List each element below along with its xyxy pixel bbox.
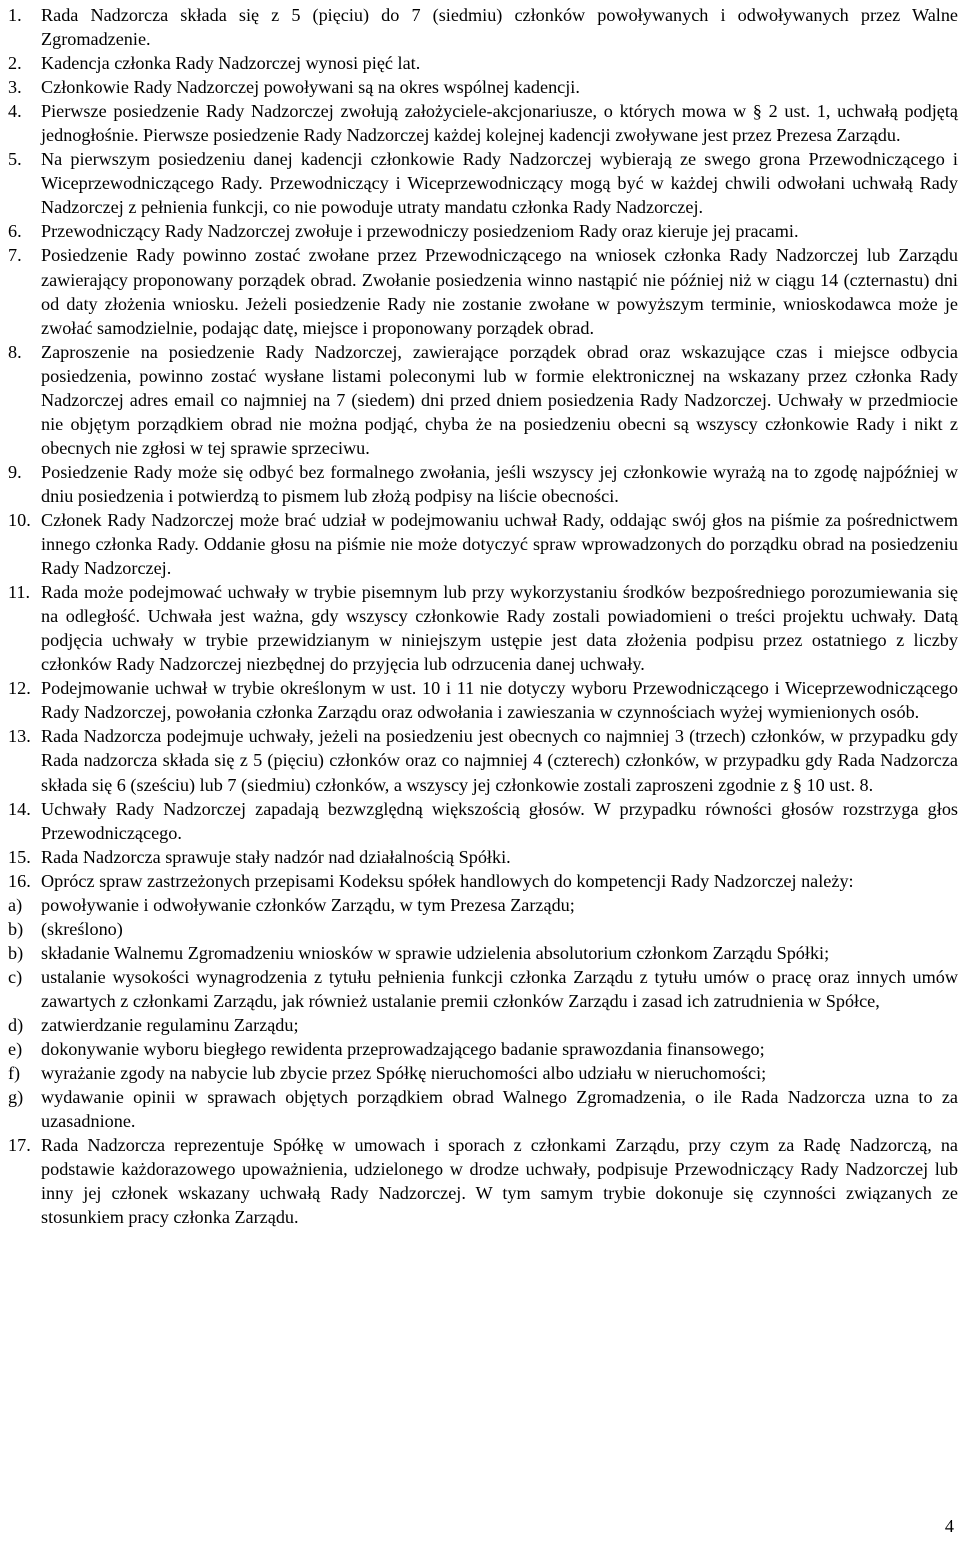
paragraph-text: Rada Nadzorcza reprezentuje Spółkę w umowach i sporach z członkami Zarządu, przy czym za Radę Nadzorczą, na podstawie każdorazowego upoważnienia, udzielonego w drodze uchwały, podpisuje Przewodniczący Rady Nadzorczej lub inny jej członek wskazany uchwałą Rady Nadzorczej. W tym samym trybie dokonuje się czynności związanych ze stosunkiem pracy członka Zarządu. <box>41 1135 958 1228</box>
paragraph-7 <box>8 243 958 339</box>
paragraph-text: Podejmowanie uchwał w trybie określonym w ust. 10 i 11 nie dotyczy wyboru Przewodniczącego i Wiceprzewodniczącego Rady Nadzorczej, powołania członka Zarządu oraz odwołania i zawieszania w czynnościach wyżej wymienionych osób. <box>41 678 958 723</box>
paragraph-14 <box>8 797 958 845</box>
paragraph-15 <box>8 845 958 869</box>
sub-item-e <box>8 1037 958 1061</box>
sub-item-letter: a) <box>8 894 23 915</box>
sub-item-text: dokonywanie wyboru biegłego rewidenta przeprowadzającego badanie sprawozdania finansowego; <box>41 1039 765 1060</box>
paragraph-number: 9. <box>8 461 22 482</box>
paragraph-list <box>8 3 958 1229</box>
paragraph-text: Pierwsze posiedzenie Rady Nadzorczej zwołują założyciele-akcjonariusze, o których mowa w § 2 ust. 1, uchwałą podjętą jednogłośnie. Pierwsze posiedzenie Rady Nadzorczej każdej kolejnej kadencji zwoływane jest przez Prezesa Zarządu. <box>41 101 958 146</box>
paragraph-text: Rada Nadzorcza składa się z 5 (pięciu) do 7 (siedmiu) członków powoływanych i odwoływanych przez Walne Zgromadzenie. <box>41 5 958 50</box>
paragraph-number: 15. <box>8 846 31 867</box>
paragraph-number: 6. <box>8 221 22 242</box>
paragraph-text: Rada Nadzorcza sprawuje stały nadzór nad działalnością Spółki. <box>41 846 511 867</box>
sub-item-letter: g) <box>8 1087 24 1108</box>
sub-item-text: powoływanie i odwoływanie członków Zarządu, w tym Prezesa Zarządu; <box>41 894 575 915</box>
paragraph-number: 5. <box>8 149 22 170</box>
sub-item-text: wydawanie opinii w sprawach objętych porządkiem obrad Walnego Zgromadzenia, o ile Rada Nadzorcza uzna to za uzasadnione. <box>41 1087 958 1132</box>
paragraph-number: 2. <box>8 53 22 74</box>
paragraph-11 <box>8 580 958 676</box>
sub-item-text: wyrażanie zgody na nabycie lub zbycie przez Spółkę nieruchomości albo udziału w nieruchomości; <box>41 1063 767 1084</box>
sub-item-letter: b) <box>8 942 24 963</box>
sub-item-letter: d) <box>8 1014 24 1035</box>
paragraph-text: Rada Nadzorcza podejmuje uchwały, jeżeli na posiedzeniu jest obecnych co najmniej 3 (trzech) członków, w przypadku gdy Rada nadzorcza składa się z 5 (pięciu) członków oraz co najmniej 4 (czterech) członków, w przypadku gdy Rada Nadzorcza składa się 6 (sześciu) lub 7 (siedmiu) członków, a wszyscy jej członkowie zostali zaproszeni zgodnie z § 10 ust. 8. <box>41 726 958 795</box>
paragraph-text: Oprócz spraw zastrzeżonych przepisami Kodeksu spółek handlowych do kompetencji Rady Nadzorczej należy: <box>41 870 854 891</box>
sub-item-text: zatwierdzanie regulaminu Zarządu; <box>41 1014 299 1035</box>
sub-item-letter: c) <box>8 966 23 987</box>
paragraph-text: Kadencja członka Rady Nadzorczej wynosi pięć lat. <box>41 53 421 74</box>
paragraph-13 <box>8 724 958 796</box>
sub-item-text: ustalanie wysokości wynagrodzenia z tytułu pełnienia funkcji członka Zarządu z tytułu umów o pracę oraz innych umów zawartych z członkami Zarządu, jak również ustalanie premii członków Zarządu i zasad ich zatrudnienia w Spółce, <box>41 966 958 1011</box>
paragraph-5 <box>8 147 958 219</box>
sub-item-c <box>8 965 958 1013</box>
sub-item-d <box>8 1013 958 1037</box>
sub-item-g <box>8 1085 958 1133</box>
paragraph-number: 14. <box>8 798 31 819</box>
paragraph-number: 7. <box>8 245 22 266</box>
paragraph-10 <box>8 508 958 580</box>
sub-item-b <box>8 941 958 965</box>
paragraph-9 <box>8 460 958 508</box>
sub-item-f <box>8 1061 958 1085</box>
paragraph-17 <box>8 1133 958 1229</box>
paragraph-text: Członek Rady Nadzorczej może brać udział w podejmowaniu uchwał Rady, oddając swój głos na piśmie za pośrednictwem innego członka Rady. Oddanie głosu na piśmie nie może dotyczyć spraw wprowadzonych do porządku obrad na posiedzeniu Rady Nadzorczej. <box>41 509 958 579</box>
page-number: 4 <box>944 1516 954 1536</box>
sub-item-b-struck <box>8 917 958 941</box>
paragraph-text: Posiedzenie Rady może się odbyć bez formalnego zwołania, jeśli wszyscy jej członkowie wyrażą na to zgodę najpóźniej w dniu posiedzenia i potwierdzą to pismem lub złożą podpisy na liście obecności. <box>41 461 958 506</box>
paragraph-16 <box>8 869 958 893</box>
paragraph-number: 16. <box>8 870 31 891</box>
paragraph-number: 3. <box>8 77 22 98</box>
paragraph-text: Członkowie Rady Nadzorczej powoływani są na okres wspólnej kadencji. <box>41 77 580 98</box>
sub-item-letter: f) <box>8 1063 21 1084</box>
paragraph-text: Przewodniczący Rady Nadzorczej zwołuje i przewodniczy posiedzeniom Rady oraz kieruje jej pracami. <box>41 221 799 242</box>
paragraph-number: 10. <box>8 509 31 530</box>
paragraph-4 <box>8 99 958 147</box>
paragraph-text: Posiedzenie Rady powinno zostać zwołane przez Przewodniczącego na wniosek członka Rady Nadzorczej lub Zarządu zawierający proponowany porządek obrad. Zwołanie posiedzenia winno nastąpić nie później niż w ciągu 14 (czternastu) dni od daty złożenia wniosku. Jeżeli posiedzenie Rady nie zostanie zwołane w powyższym terminie, wnioskodawca może je zwołać samodzielnie, podając datę, miejsce i proponowany porządek obrad. <box>41 245 958 338</box>
paragraph-3 <box>8 75 958 99</box>
sub-item-letter: e) <box>8 1039 23 1060</box>
paragraph-6 <box>8 219 958 243</box>
paragraph-number: 13. <box>8 726 31 747</box>
paragraph-1 <box>8 3 958 51</box>
paragraph-number: 8. <box>8 341 22 362</box>
paragraph-text: Uchwały Rady Nadzorczej zapadają bezwzględną większością głosów. W przypadku równości głosów rozstrzyga głos Przewodniczącego. <box>41 798 958 843</box>
paragraph-12 <box>8 676 958 724</box>
sub-item-a <box>8 893 958 917</box>
paragraph-number: 4. <box>8 101 22 122</box>
paragraph-number: 1. <box>8 5 22 25</box>
sub-item-text: (skreślono) <box>41 918 123 939</box>
paragraph-8 <box>8 340 958 460</box>
sub-item-text: składanie Walnemu Zgromadzeniu wniosków w sprawie udzielenia absolutorium członkom Zarządu Spółki; <box>41 942 830 963</box>
sub-item-letter: b) <box>8 918 24 939</box>
paragraph-2 <box>8 51 958 75</box>
paragraph-number: 11. <box>8 582 31 603</box>
paragraph-number: 12. <box>8 678 31 699</box>
paragraph-number: 17. <box>8 1135 31 1156</box>
paragraph-text: Zaproszenie na posiedzenie Rady Nadzorczej, zawierające porządek obrad oraz wskazujące czas i miejsce odbycia posiedzenia, powinno zostać wysłane listami poleconymi lub w formie elektronicznej na wskazany przez członka Rady Nadzorczej adres email co najmniej na 7 (siedem) dni przed dniem posiedzenia Rady Nadzorczej. Uchwały w przedmiocie nie objętym porządkiem obrad nie można podjąć, chyba że na posiedzeniu obecni są wszyscy członkowie Rady i nikt z obecnych nie zgłosi w tej sprawie sprzeciwu. <box>41 341 958 458</box>
paragraph-text: Na pierwszym posiedzeniu danej kadencji członkowie Rady Nadzorczej wybierają ze swego grona Przewodniczącego i Wiceprzewodniczącego Rady. Przewodniczący i Wiceprzewodniczący mogą być w każdej chwili odwołani uchwałą Rady Nadzorczej z pełnienia funkcji, co nie powoduje utraty mandatu członka Rady Nadzorczej. <box>41 149 958 218</box>
paragraph-text: Rada może podejmować uchwały w trybie pisemnym lub przy wykorzystaniu środków bezpośredniego porozumiewania się na odległość. Uchwała jest ważna, gdy wszyscy członkowie Rady zostali powiadomieni o treści projektu uchwały. Datą podjęcia uchwały w trybie przewidzianym w niniejszym ustępie jest data złożenia podpisu przez ostatniego z liczby członków Rady Nadzorczej niezbędnej do przyjęcia lub odrzucenia danej uchwały. <box>41 582 958 675</box>
